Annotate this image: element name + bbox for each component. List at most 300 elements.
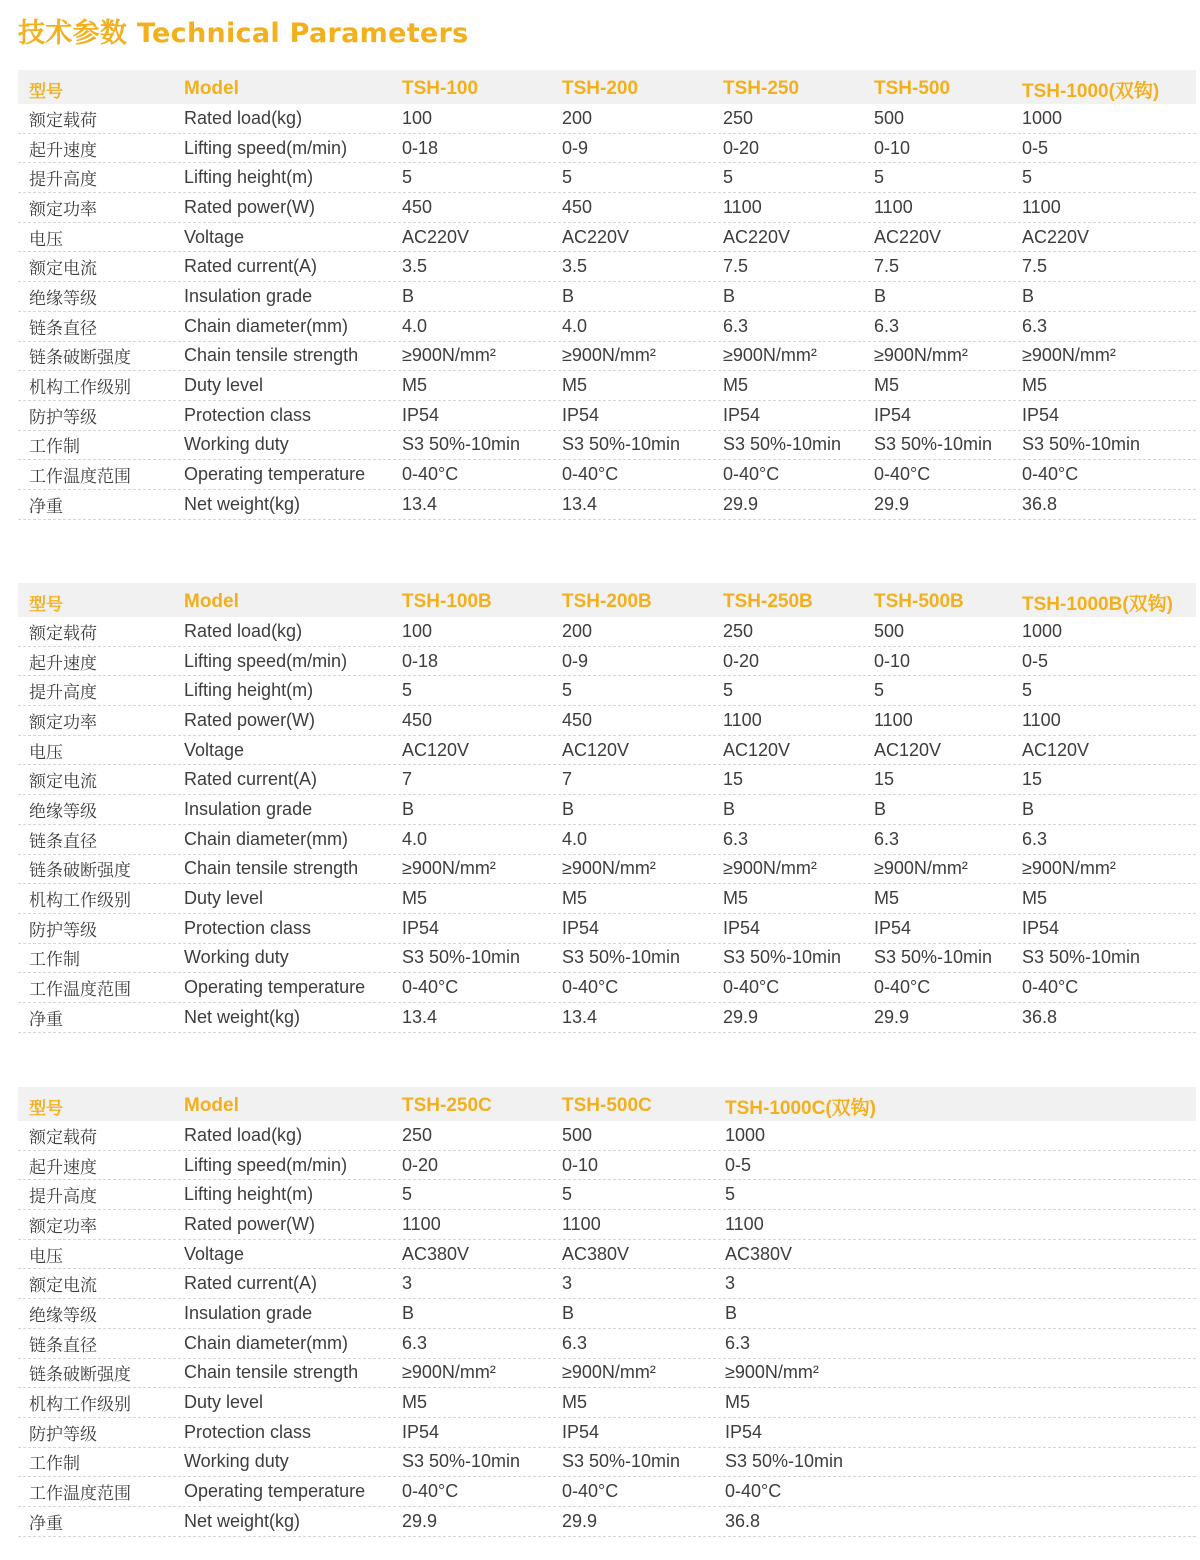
header-model-name: TSH-1000(双钩) xyxy=(1022,80,1160,102)
param-label-cn: 额定电流 xyxy=(29,772,97,793)
param-value: AC380V xyxy=(402,1243,470,1264)
header-model-name: TSH-250B xyxy=(723,591,813,612)
param-value: 7.5 xyxy=(1022,256,1048,277)
table-row xyxy=(18,163,1196,193)
param-value: 29.9 xyxy=(874,1006,910,1027)
param-label-cn: 机构工作级别 xyxy=(29,1395,131,1416)
table-row xyxy=(18,312,1196,342)
table-row xyxy=(18,884,1196,914)
param-value: S3 50%-10min xyxy=(402,947,521,968)
param-value: AC220V xyxy=(1022,226,1090,247)
param-value: 4.0 xyxy=(562,828,588,849)
param-label-cn: 额定功率 xyxy=(29,1216,97,1237)
table-row xyxy=(18,617,1196,647)
param-value: M5 xyxy=(562,888,588,909)
param-value: IP54 xyxy=(562,917,600,938)
param-value: B xyxy=(723,798,736,819)
header-model-name: TSH-500B xyxy=(874,591,964,612)
param-value: S3 50%-10min xyxy=(725,1451,844,1472)
param-value: 6.3 xyxy=(402,1332,428,1353)
param-label-en: Rated load(kg) xyxy=(184,620,303,641)
param-label-en: Net weight(kg) xyxy=(184,493,301,514)
param-value: B xyxy=(725,1302,738,1323)
param-label-cn: 机构工作级别 xyxy=(29,378,131,399)
param-value: 0-5 xyxy=(725,1154,752,1175)
param-value: AC120V xyxy=(723,739,791,760)
param-value: IP54 xyxy=(402,404,440,425)
param-label-cn: 工作制 xyxy=(29,437,80,458)
table-row xyxy=(18,1240,1196,1270)
param-label-en: Rated power(W) xyxy=(184,196,316,217)
param-value: 100 xyxy=(402,620,433,641)
param-value: 0-20 xyxy=(402,1154,439,1175)
param-value: AC220V xyxy=(723,226,791,247)
table-row xyxy=(18,1121,1196,1151)
param-value: 6.3 xyxy=(1022,315,1048,336)
table-row xyxy=(18,1418,1196,1448)
param-value: 3.5 xyxy=(402,256,428,277)
param-value: S3 50%-10min xyxy=(874,947,993,968)
param-value: ≥900N/mm² xyxy=(1022,858,1116,879)
param-value: 13.4 xyxy=(562,1006,598,1027)
param-value: AC220V xyxy=(874,226,942,247)
param-label-en: Working duty xyxy=(184,1451,289,1472)
table-row xyxy=(18,104,1196,134)
param-value: 6.3 xyxy=(874,315,900,336)
param-value: 1100 xyxy=(1022,709,1061,730)
header-model-name: TSH-200 xyxy=(562,78,639,99)
param-value: ≥900N/mm² xyxy=(723,858,817,879)
param-label-cn: 防护等级 xyxy=(29,920,97,941)
param-value: 5 xyxy=(562,167,573,188)
param-label-en: Duty level xyxy=(184,375,264,396)
param-value: 1100 xyxy=(1022,196,1061,217)
param-value: AC120V xyxy=(562,739,630,760)
table-row xyxy=(18,1151,1196,1181)
param-value: 3 xyxy=(562,1273,573,1294)
param-label-en: Rated load(kg) xyxy=(184,1124,303,1145)
param-label-en: Rated current(A) xyxy=(184,769,318,790)
param-label-en: Voltage xyxy=(184,226,245,247)
param-label-en: Lifting speed(m/min) xyxy=(184,650,348,671)
param-label-cn: 链条直径 xyxy=(29,831,97,852)
param-label-en: Insulation grade xyxy=(184,798,313,819)
param-value: 1100 xyxy=(725,1213,764,1234)
param-label-en: Chain tensile strength xyxy=(184,1362,359,1383)
param-value: 6.3 xyxy=(562,1332,588,1353)
param-label-en: Operating temperature xyxy=(184,977,366,998)
param-value: 0-10 xyxy=(562,1154,599,1175)
param-value: 6.3 xyxy=(725,1332,751,1353)
param-value: 36.8 xyxy=(1022,1006,1058,1027)
param-value: M5 xyxy=(723,375,749,396)
param-value: 0-40°C xyxy=(402,464,459,485)
param-value: 0-40°C xyxy=(562,1481,619,1502)
param-value: AC120V xyxy=(1022,739,1090,760)
param-label-en: Duty level xyxy=(184,888,264,909)
param-value: IP54 xyxy=(874,917,912,938)
table-row xyxy=(18,1210,1196,1240)
param-label-cn: 工作温度范围 xyxy=(29,1484,131,1505)
param-label-cn: 链条直径 xyxy=(29,1335,97,1356)
table-row xyxy=(18,1180,1196,1210)
param-value: IP54 xyxy=(562,1421,600,1442)
param-value: 4.0 xyxy=(402,315,428,336)
header-model-en: Model xyxy=(184,591,239,612)
param-value: 0-40°C xyxy=(402,977,459,998)
param-value: 6.3 xyxy=(723,828,749,849)
param-label-cn: 绝缘等级 xyxy=(29,801,97,822)
param-label-cn: 链条破断强度 xyxy=(29,1365,131,1386)
param-label-cn: 起升速度 xyxy=(29,140,97,161)
param-label-cn: 额定载荷 xyxy=(29,1127,97,1148)
param-value: 100 xyxy=(402,107,433,128)
param-label-en: Rated current(A) xyxy=(184,256,318,277)
page-title: 技术参数 Technical Parameters xyxy=(18,18,469,49)
param-value: ≥900N/mm² xyxy=(402,345,496,366)
param-label-cn: 额定功率 xyxy=(29,199,97,220)
param-label-cn: 额定功率 xyxy=(29,712,97,733)
param-value: 5 xyxy=(562,1184,573,1205)
param-label-en: Lifting speed(m/min) xyxy=(184,137,348,158)
table-row xyxy=(18,825,1196,855)
param-value: 1100 xyxy=(723,709,762,730)
param-label-en: Working duty xyxy=(184,434,289,455)
param-value: B xyxy=(874,798,887,819)
param-value: IP54 xyxy=(562,404,600,425)
param-label-en: Rated power(W) xyxy=(184,709,316,730)
table-row xyxy=(18,282,1196,312)
param-value: 0-5 xyxy=(1022,137,1049,158)
param-label-cn: 电压 xyxy=(29,742,63,763)
param-value: B xyxy=(402,285,415,306)
header-model-name: TSH-1000B(双钩) xyxy=(1022,593,1173,615)
table-row xyxy=(18,431,1196,461)
table-row xyxy=(18,795,1196,825)
param-value: AC380V xyxy=(562,1243,630,1264)
param-value: 1000 xyxy=(725,1124,766,1145)
param-label-cn: 防护等级 xyxy=(29,407,97,428)
param-value: S3 50%-10min xyxy=(402,1451,521,1472)
param-label-cn: 净重 xyxy=(29,1513,63,1534)
param-value: 3 xyxy=(402,1273,413,1294)
param-value: 1100 xyxy=(874,196,913,217)
param-value: AC220V xyxy=(402,226,470,247)
param-value: 36.8 xyxy=(1022,493,1058,514)
param-label-cn: 额定载荷 xyxy=(29,623,97,644)
header-model-name: TSH-100 xyxy=(402,78,479,99)
param-value: M5 xyxy=(562,1392,588,1413)
param-label-cn: 提升高度 xyxy=(29,170,97,191)
param-value: B xyxy=(562,285,575,306)
table-row xyxy=(18,706,1196,736)
param-value: IP54 xyxy=(1022,917,1060,938)
param-value: 13.4 xyxy=(562,493,598,514)
table-row xyxy=(18,193,1196,223)
param-label-en: Net weight(kg) xyxy=(184,1510,301,1531)
param-value: 0-40°C xyxy=(402,1481,459,1502)
param-value: S3 50%-10min xyxy=(562,1451,681,1472)
param-value: M5 xyxy=(874,375,900,396)
param-value: 0-40°C xyxy=(874,464,931,485)
header-model-name: TSH-250C xyxy=(402,1095,492,1116)
param-value: 7.5 xyxy=(723,256,749,277)
param-value: 0-18 xyxy=(402,650,439,671)
param-label-cn: 工作温度范围 xyxy=(29,980,131,1001)
param-value: B xyxy=(1022,798,1035,819)
param-value: AC220V xyxy=(562,226,630,247)
table-header-row xyxy=(18,70,1196,104)
param-value: M5 xyxy=(1022,375,1048,396)
param-value: 5 xyxy=(402,167,413,188)
table-row xyxy=(18,1507,1196,1537)
param-value: AC380V xyxy=(725,1243,793,1264)
param-value: 0-10 xyxy=(874,650,911,671)
param-value: 0-9 xyxy=(562,137,589,158)
param-value: 500 xyxy=(874,107,905,128)
param-label-cn: 链条破断强度 xyxy=(29,348,131,369)
header-model-cn: 型号 xyxy=(29,1098,63,1119)
param-value: 1100 xyxy=(874,709,913,730)
param-label-en: Rated load(kg) xyxy=(184,107,303,128)
param-value: 0-5 xyxy=(1022,650,1049,671)
param-label-en: Voltage xyxy=(184,739,245,760)
param-label-cn: 工作制 xyxy=(29,1454,80,1475)
header-model-en: Model xyxy=(184,78,239,99)
param-value: 250 xyxy=(723,620,754,641)
param-label-cn: 起升速度 xyxy=(29,1157,97,1178)
param-value: IP54 xyxy=(874,404,912,425)
table-row xyxy=(18,134,1196,164)
param-value: 0-40°C xyxy=(1022,464,1079,485)
table-row xyxy=(18,1359,1196,1389)
param-label-en: Protection class xyxy=(184,1421,312,1442)
param-value: IP54 xyxy=(723,404,761,425)
header-model-name: TSH-200B xyxy=(562,591,652,612)
spec-table-ac120v xyxy=(18,583,1196,1033)
param-label-en: Chain diameter(mm) xyxy=(184,1332,349,1353)
param-value: 0-20 xyxy=(723,137,760,158)
param-value: 5 xyxy=(562,680,573,701)
param-value: M5 xyxy=(1022,888,1048,909)
param-value: M5 xyxy=(723,888,749,909)
param-value: M5 xyxy=(725,1392,751,1413)
param-label-en: Lifting height(m) xyxy=(184,167,314,188)
param-value: ≥900N/mm² xyxy=(725,1362,819,1383)
table-header-row xyxy=(18,1087,1196,1121)
param-label-cn: 绝缘等级 xyxy=(29,288,97,309)
param-value: 0-40°C xyxy=(562,977,619,998)
param-value: ≥900N/mm² xyxy=(1022,345,1116,366)
table-row xyxy=(18,647,1196,677)
param-value: M5 xyxy=(874,888,900,909)
param-value: 0-40°C xyxy=(723,464,780,485)
param-label-en: Chain tensile strength xyxy=(184,858,359,879)
param-value: 450 xyxy=(402,709,433,730)
param-value: ≥900N/mm² xyxy=(562,1362,656,1383)
header-model-cn: 型号 xyxy=(29,594,63,615)
param-label-cn: 电压 xyxy=(29,229,63,250)
param-value: 7 xyxy=(562,769,573,790)
param-value: M5 xyxy=(562,375,588,396)
param-label-cn: 电压 xyxy=(29,1246,63,1267)
param-value: 0-40°C xyxy=(874,977,931,998)
param-value: 0-20 xyxy=(723,650,760,671)
param-value: ≥900N/mm² xyxy=(562,858,656,879)
param-value: 250 xyxy=(402,1124,433,1145)
param-value: ≥900N/mm² xyxy=(402,858,496,879)
param-value: ≥900N/mm² xyxy=(562,345,656,366)
param-label-cn: 提升高度 xyxy=(29,683,97,704)
param-value: ≥900N/mm² xyxy=(723,345,817,366)
param-label-en: Chain diameter(mm) xyxy=(184,828,349,849)
table-row xyxy=(18,1448,1196,1478)
table-row xyxy=(18,490,1196,520)
header-model-cn: 型号 xyxy=(29,81,63,102)
param-value: B xyxy=(402,798,415,819)
param-value: B xyxy=(562,798,575,819)
param-value: ≥900N/mm² xyxy=(874,345,968,366)
param-value: 4.0 xyxy=(562,315,588,336)
spec-table-ac380v xyxy=(18,1087,1196,1537)
table-row xyxy=(18,736,1196,766)
param-label-cn: 额定电流 xyxy=(29,1276,97,1297)
param-label-cn: 工作制 xyxy=(29,950,80,971)
param-value: S3 50%-10min xyxy=(562,947,681,968)
param-label-en: Chain diameter(mm) xyxy=(184,315,349,336)
header-model-en: Model xyxy=(184,1095,239,1116)
param-value: 15 xyxy=(1022,769,1043,790)
param-value: 1100 xyxy=(402,1213,441,1234)
param-value: 5 xyxy=(402,1184,413,1205)
param-value: 0-18 xyxy=(402,137,439,158)
param-value: ≥900N/mm² xyxy=(402,1362,496,1383)
table-row xyxy=(18,371,1196,401)
param-value: 3 xyxy=(725,1273,736,1294)
param-label-en: Operating temperature xyxy=(184,1481,366,1502)
param-value: 5 xyxy=(874,680,885,701)
param-label-cn: 机构工作级别 xyxy=(29,891,131,912)
param-value: 0-40°C xyxy=(723,977,780,998)
param-value: B xyxy=(402,1302,415,1323)
table-row xyxy=(18,460,1196,490)
param-value: M5 xyxy=(402,375,428,396)
param-label-en: Duty level xyxy=(184,1392,264,1413)
param-value: 0-40°C xyxy=(725,1481,782,1502)
table-row xyxy=(18,676,1196,706)
param-value: 6.3 xyxy=(874,828,900,849)
param-value: 200 xyxy=(562,620,593,641)
param-value: IP54 xyxy=(402,917,440,938)
param-value: M5 xyxy=(402,1392,428,1413)
param-value: 1000 xyxy=(1022,620,1063,641)
param-value: S3 50%-10min xyxy=(1022,947,1141,968)
param-value: S3 50%-10min xyxy=(723,434,842,455)
param-label-en: Lifting height(m) xyxy=(184,680,314,701)
spec-table-ac220v xyxy=(18,70,1196,520)
param-label-en: Voltage xyxy=(184,1243,245,1264)
param-value: 29.9 xyxy=(874,493,910,514)
param-value: 1000 xyxy=(1022,107,1063,128)
param-value: S3 50%-10min xyxy=(723,947,842,968)
header-model-name: TSH-500 xyxy=(874,78,951,99)
param-value: 0-10 xyxy=(874,137,911,158)
param-value: 29.9 xyxy=(402,1510,438,1531)
table-row xyxy=(18,765,1196,795)
param-value: 0-40°C xyxy=(562,464,619,485)
table-row xyxy=(18,1388,1196,1418)
param-value: 0-40°C xyxy=(1022,977,1079,998)
param-value: 29.9 xyxy=(723,493,759,514)
param-label-en: Rated current(A) xyxy=(184,1273,318,1294)
param-value: 0-9 xyxy=(562,650,589,671)
param-label-cn: 起升速度 xyxy=(29,653,97,674)
param-value: B xyxy=(1022,285,1035,306)
header-model-name: TSH-250 xyxy=(723,78,800,99)
param-value: 450 xyxy=(562,709,593,730)
param-label-cn: 净重 xyxy=(29,1009,63,1030)
param-value: 1100 xyxy=(562,1213,601,1234)
param-value: 5 xyxy=(1022,680,1033,701)
table-row xyxy=(18,252,1196,282)
param-value: 15 xyxy=(874,769,895,790)
param-label-en: Rated power(W) xyxy=(184,1213,316,1234)
table-row xyxy=(18,1269,1196,1299)
param-value: AC120V xyxy=(402,739,470,760)
param-value: 6.3 xyxy=(723,315,749,336)
param-label-en: Lifting speed(m/min) xyxy=(184,1154,348,1175)
table-row xyxy=(18,1299,1196,1329)
param-value: 29.9 xyxy=(562,1510,598,1531)
table-row xyxy=(18,914,1196,944)
param-value: B xyxy=(562,1302,575,1323)
table-row xyxy=(18,401,1196,431)
param-value: 36.8 xyxy=(725,1510,761,1531)
param-label-cn: 额定载荷 xyxy=(29,110,97,131)
table-row xyxy=(18,1003,1196,1033)
param-label-en: Insulation grade xyxy=(184,1302,313,1323)
param-value: 5 xyxy=(725,1184,736,1205)
table-row xyxy=(18,855,1196,885)
param-value: 450 xyxy=(562,196,593,217)
header-model-name: TSH-1000C(双钩) xyxy=(725,1097,876,1119)
param-value: 5 xyxy=(723,167,734,188)
param-value: S3 50%-10min xyxy=(874,434,993,455)
table-row xyxy=(18,973,1196,1003)
param-value: 13.4 xyxy=(402,493,438,514)
param-label-cn: 链条破断强度 xyxy=(29,861,131,882)
param-value: S3 50%-10min xyxy=(402,434,521,455)
param-label-cn: 净重 xyxy=(29,496,63,517)
param-label-en: Protection class xyxy=(184,404,312,425)
param-value: 1100 xyxy=(723,196,762,217)
param-label-cn: 链条直径 xyxy=(29,318,97,339)
param-label-en: Working duty xyxy=(184,947,289,968)
param-value: 7.5 xyxy=(874,256,900,277)
param-label-en: Net weight(kg) xyxy=(184,1006,301,1027)
table-header-row xyxy=(18,583,1196,617)
header-model-name: TSH-100B xyxy=(402,591,492,612)
param-value: B xyxy=(723,285,736,306)
param-value: S3 50%-10min xyxy=(1022,434,1141,455)
param-label-en: Protection class xyxy=(184,917,312,938)
param-label-en: Chain tensile strength xyxy=(184,345,359,366)
param-label-en: Operating temperature xyxy=(184,464,366,485)
param-label-en: Insulation grade xyxy=(184,285,313,306)
param-value: 5 xyxy=(402,680,413,701)
param-value: 500 xyxy=(562,1124,593,1145)
table-row xyxy=(18,223,1196,253)
